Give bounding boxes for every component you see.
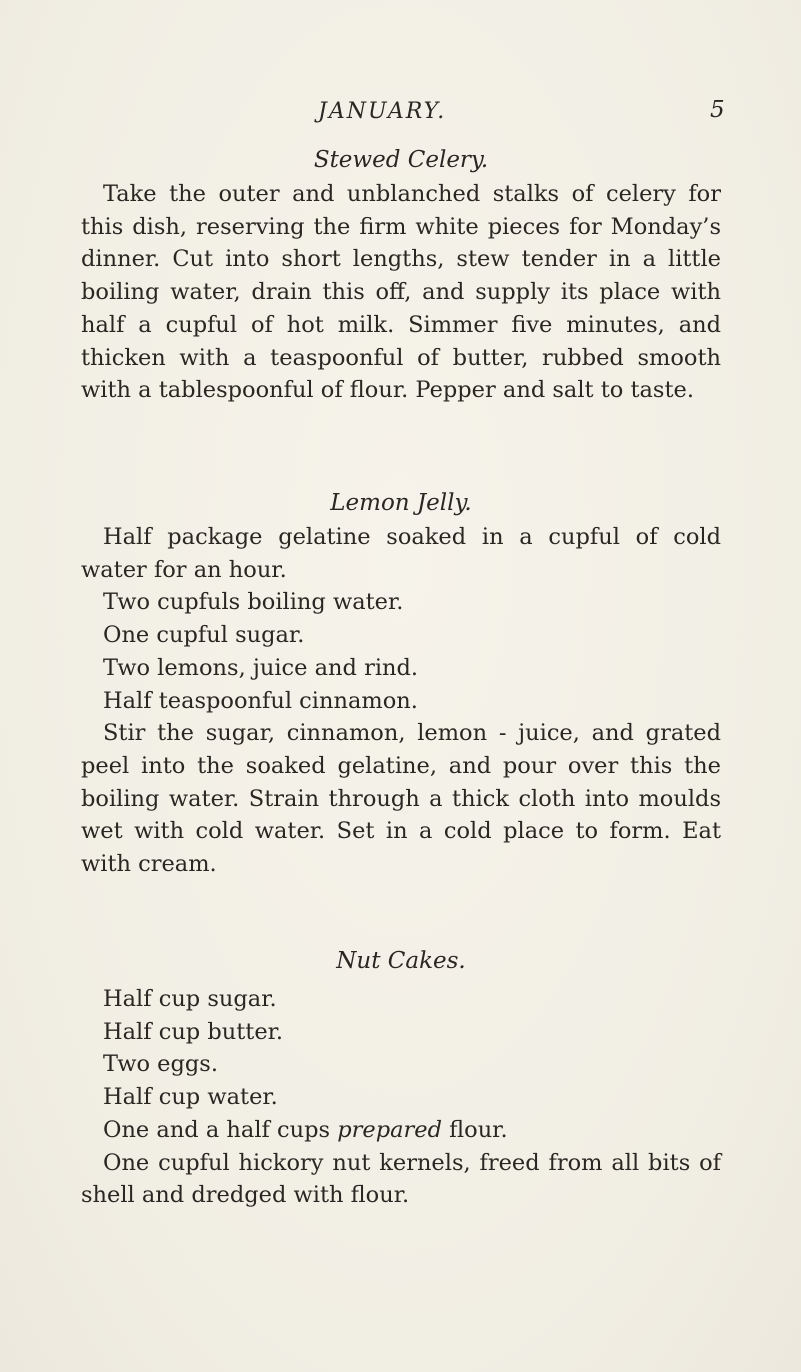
recipe-ingredient-line: Half package gelatine soaked in a cupful of cold water for an hour. [81, 524, 721, 583]
recipe-stewed-celery [81, 144, 721, 407]
ingredient-line: Half cup sugar. [103, 986, 277, 1012]
recipe-title: Nut Cakes. [336, 948, 466, 974]
recipe-title: Stewed Celery. [313, 147, 489, 173]
ingredient-line: Half cup water. [103, 1084, 278, 1111]
ingredient-line: Two cupfuls boiling water. [103, 589, 404, 616]
flour-text-before: One and a half cups [103, 1116, 331, 1143]
running-head-title: JANUARY. [318, 99, 447, 124]
ingredient-line: One cupful hickory nut kernels, freed from all bits of shell and dredged with flour. [81, 1149, 721, 1209]
ingredient-line-flour [81, 1114, 721, 1147]
ingredient-line: Two lemons, juice and rind. [103, 654, 419, 681]
flour-emphasis: prepared [337, 1116, 442, 1143]
recipe-directions: Stir the sugar, cinnamon, lemon - juice, and grated peel into the soaked gelatine, and pour over this the boiling water. Strain through a thick cloth into moulds wet with cold water. Set in a cold place to form. Eat with cream. [81, 720, 721, 878]
ingredient-line: Half cup butter. [103, 1018, 284, 1045]
ingredient-line: Half teaspoonful cinnamon. [103, 687, 418, 714]
recipe-lemon-jelly [81, 487, 721, 881]
recipe-directions: Take the outer and unblanched stalks of celery for this dish, reserving the firm white pieces for Monday’s dinner. Cut into short lengths, stew tender in a little boiling water, drain this off, and supply its place with half a cupful of hot milk. Simmer five minutes, and thicken with a teaspoonful of butter, rubbed smooth with a tablespoonful of flour. Pepper and salt to taste. [81, 181, 721, 404]
flour-text-after: flour. [449, 1116, 508, 1143]
recipe-title: Lemon Jelly. [330, 490, 472, 516]
page-number: 5 [710, 97, 725, 123]
recipe-nut-cakes [81, 945, 721, 1212]
ingredient-line: One cupful sugar. [103, 622, 305, 649]
ingredient-line: Two eggs. [103, 1051, 218, 1078]
